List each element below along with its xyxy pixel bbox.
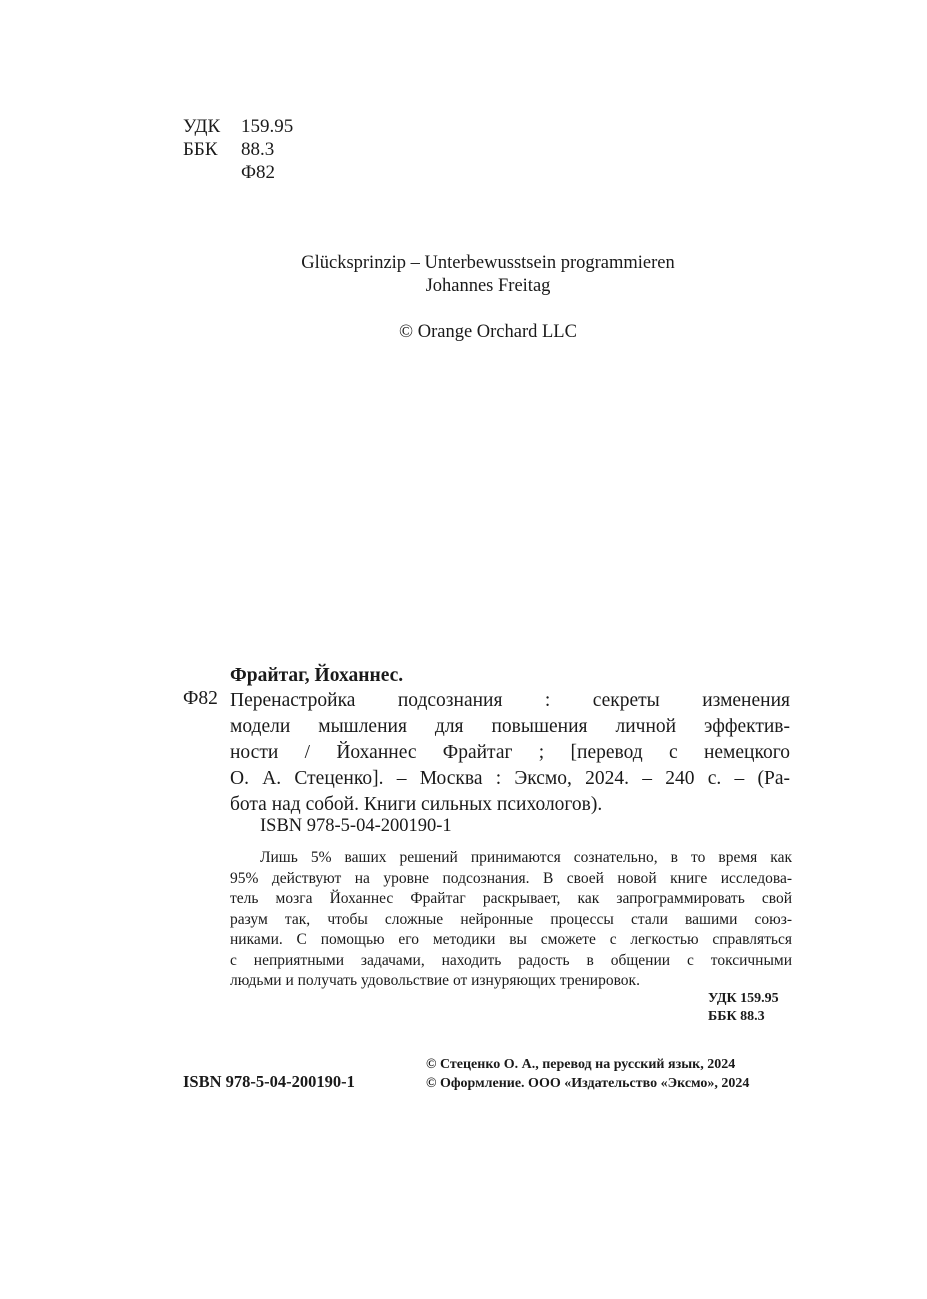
footer-bbk: ББК 88.3 — [708, 1009, 765, 1024]
description-line: модели мышления для повышения личной эффектив- — [230, 716, 790, 737]
footer-udk: УДК 159.95 — [708, 991, 779, 1006]
annotation-line: людьми и получать удовольствие от изнуряющих тренировок. — [230, 972, 640, 989]
catalog-author-heading: Фрайтаг, Йоханнес. — [230, 665, 404, 686]
bbk-value: 88.3 — [241, 139, 275, 160]
author-mark: Ф82 — [241, 162, 276, 183]
annotation — [230, 848, 792, 992]
catalog-isbn: ISBN 978-5-04-200190-1 — [260, 816, 452, 836]
description-line: О. А. Стеценко]. – Москва : Эксмо, 2024. – 240 с. – (Ра- — [230, 768, 790, 789]
annotation-line: Лишь 5% ваших решений принимаются сознательно, в то время как — [260, 849, 792, 866]
catalog-author-mark: Ф82 — [183, 688, 218, 709]
copyright-translation: © Стеценко О. А., перевод на русский язык, 2024 — [426, 1057, 736, 1072]
footer-copyrights — [426, 1056, 749, 1093]
annotation-line: 95% действуют на уровне подсознания. В своей новой книге исследова- — [230, 869, 792, 887]
udk-value: 159.95 — [241, 116, 294, 137]
annotation-line: никами. С помощью его методики вы сможете с легкостью справляться — [230, 931, 792, 948]
copyright-design: © Оформление. ООО «Издательство «Эксмо», 2024 — [426, 1075, 750, 1091]
bbk-label: ББК — [183, 139, 218, 160]
description-line: ности / Йоханнес Фрайтаг ; [перевод с немецкого — [230, 742, 790, 763]
annotation-line: тель мозга Йоханнес Фрайтаг раскрывает, как запрограммировать свой — [230, 890, 792, 907]
footer-codes — [708, 990, 779, 1026]
original-author: Johannes Freitag — [425, 276, 551, 296]
footer-isbn: ISBN 978-5-04-200190-1 — [183, 1072, 355, 1091]
original-copyright: © Orange Orchard LLC — [399, 322, 577, 342]
catalog-description — [230, 688, 790, 818]
original-title: Glücksprinzip – Unterbewusstsein programmieren — [301, 253, 675, 273]
annotation-line: разум так, чтобы сложные нейронные процессы стали вашими союз- — [230, 910, 792, 928]
description-line: Перенастройка подсознания : секреты изменения — [230, 690, 790, 711]
udk-label: УДК — [183, 116, 221, 137]
annotation-line: с неприятными задачами, находить радость в общении с токсичными — [230, 951, 792, 969]
description-line: бота над собой. Книги сильных психологов). — [230, 794, 603, 815]
